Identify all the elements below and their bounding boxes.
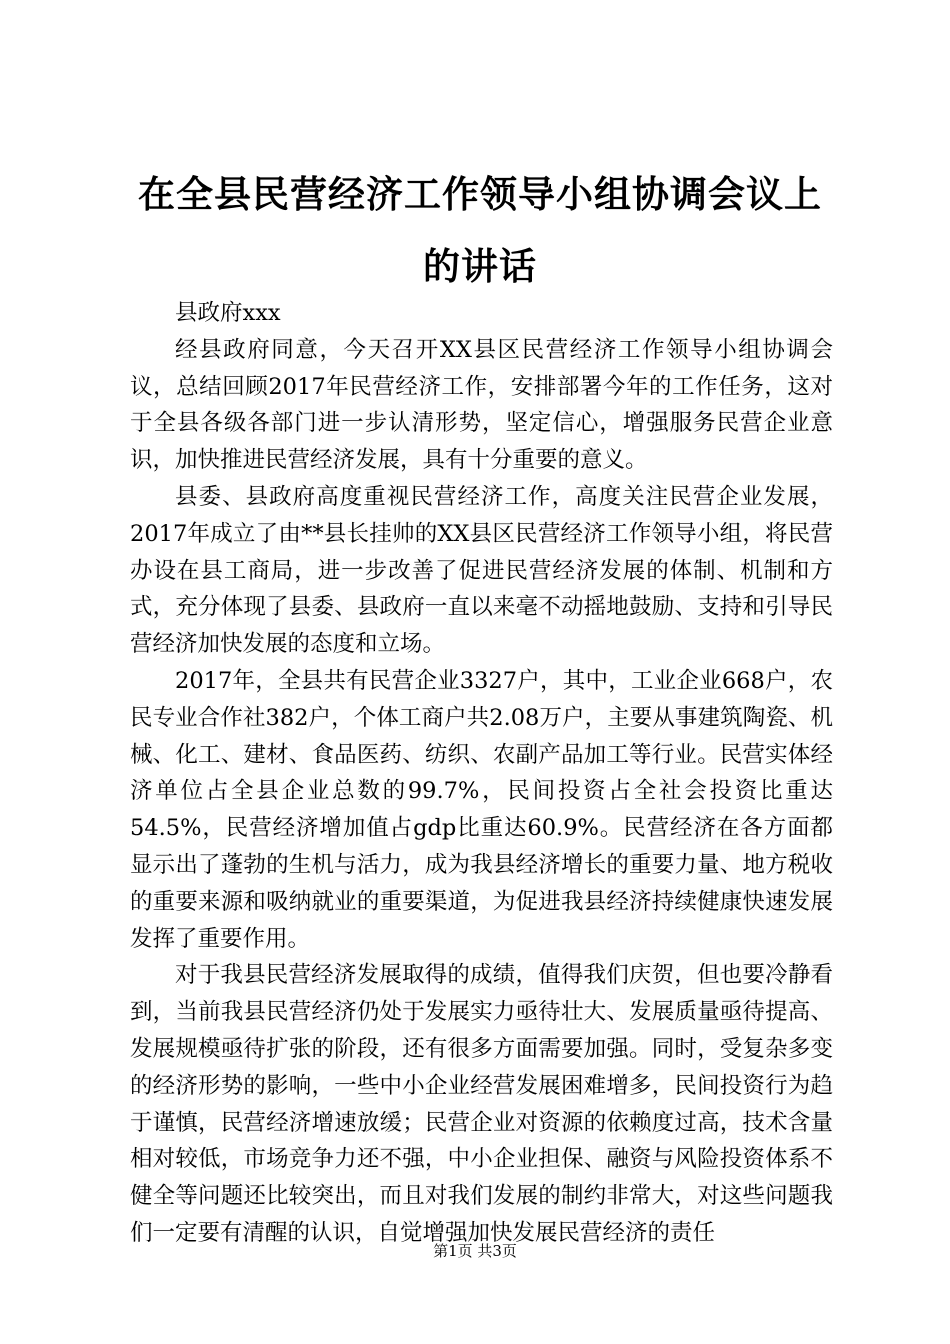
page-footer: 第1页 共3页 xyxy=(433,1242,517,1260)
paragraph-1: 经县政府同意，今天召开XX县区民营经济工作领导小组协调会议，总结回顾2017年民营经济工作，安排部署今年的工作任务，这对于全县各级各部门进一步认清形势，坚定信心，增强服务民营企业意识，加快推进民营经济发展，具有十分重要的意义。 xyxy=(130,336,833,474)
document-title: 在全县民营经济工作领导小组协调会议上的讲话 xyxy=(138,172,822,288)
paragraph-4: 对于我县民营经济发展取得的成绩，值得我们庆贺，但也要冷静看到，当前我县民营经济仍处于发展实力亟待壮大、发展质量亟待提高、发展规模亟待扩张的阶段，还有很多方面需要加强。同时，受复杂多变的经济形势的影响，一些中小企业经营发展困难增多，民间投资行为趋于谨慎，民营经济增速放缓；民营企业对资源的依赖度过高，技术含量相对较低，市场竞争力还不强，中小企业担保、融资与风险投资体系不健全等问题还比较突出，而且对我们发展的制约非常大，对这些问题我们一定要有清醒的认识，自觉增强加快发展民营经济的责任 xyxy=(130,962,833,1246)
paragraph-3: 2017年，全县共有民营企业3327户，其中，工业企业668户，农民专业合作社382户，个体工商户共2.08万户，主要从事建筑陶瓷、机械、化工、建材、食品医药、纺织、农副产品加工等行业。民营实体经济单位占全县企业总数的99.7%，民间投资占全社会投资比重达54.5%，民营经济增加值占gdp比重达60.9%。民营经济在各方面都显示出了蓬勃的生机与活力，成为我县经济增长的重要力量、地方税收的重要来源和吸纳就业的重要渠道，为促进我县经济持续健康快速发展发挥了重要作用。 xyxy=(130,667,833,952)
document-body xyxy=(130,295,833,1252)
author-line: 县政府xxx xyxy=(175,300,281,326)
paragraph-2: 县委、县政府高度重视民营经济工作，高度关注民营企业发展，2017年成立了由**县长挂帅的XX县区民营经济工作领导小组，将民营办设在县工商局，进一步改善了促进民营经济发展的体制、机制和方式，充分体现了县委、县政府一直以来毫不动摇地鼓励、支持和引导民营经济加快发展的态度和立场。 xyxy=(130,483,833,658)
